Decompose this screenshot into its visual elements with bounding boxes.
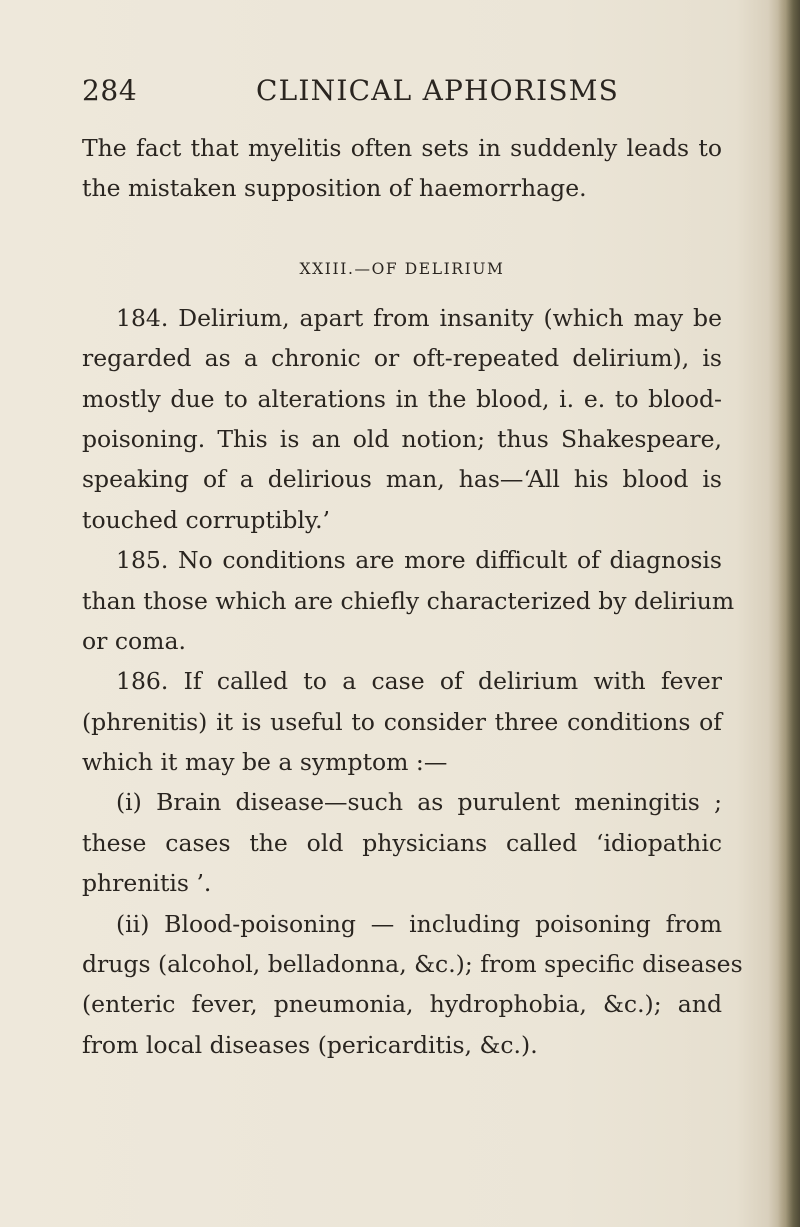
page-header (82, 74, 712, 114)
section-heading: XXIII.—OF DELIRIUM (299, 259, 505, 278)
text-line: or coma. (82, 626, 186, 655)
text-line: the mistaken supposition of haemorrhage. (82, 174, 587, 203)
text-line: than those which are chiefly characterized by delirium (82, 586, 735, 615)
text-line: (ii) Blood-poisoning — including poisoning from (116, 909, 722, 938)
text-line: 185. No conditions are more difficult of diagnosis (116, 546, 722, 575)
text-line: from local diseases (pericarditis, &c.). (82, 1030, 538, 1059)
text-line: speaking of a delirious man, has—‘All his blood is (82, 465, 722, 494)
text-line: (i) Brain disease—such as purulent meningitis ; (116, 788, 722, 817)
text-line: these cases the old physicians called ‘idiopathic (82, 828, 722, 857)
page-body (82, 128, 743, 1065)
text-line: (enteric fever, pneumonia, hydrophobia, &c.); and (82, 990, 722, 1019)
text-line: regarded as a chronic or oft-repeated delirium), is (82, 344, 722, 373)
text-line: phrenitis ’. (82, 869, 212, 898)
page-binding-edge (778, 0, 800, 1227)
text-line: mostly due to alterations in the blood, i. e. to blood- (82, 384, 722, 413)
text-line: (phrenitis) it is useful to consider three conditions of (82, 707, 722, 736)
text-line: 186. If called to a case of delirium with fever (116, 667, 722, 696)
text-line: touched corruptibly.’ (82, 505, 331, 534)
text-line: 184. Delirium, apart from insanity (which may be (116, 303, 722, 332)
page-number: 284 (82, 74, 138, 107)
text-line: The fact that myelitis often sets in suddenly leads to (82, 134, 722, 162)
running-title: CLINICAL APHORISMS (256, 74, 619, 107)
text-line: drugs (alcohol, belladonna, &c.); from specific diseases (82, 950, 743, 979)
text-line: poisoning. This is an old notion; thus Shakespeare, (82, 424, 722, 453)
text-line: which it may be a symptom :— (82, 748, 448, 777)
